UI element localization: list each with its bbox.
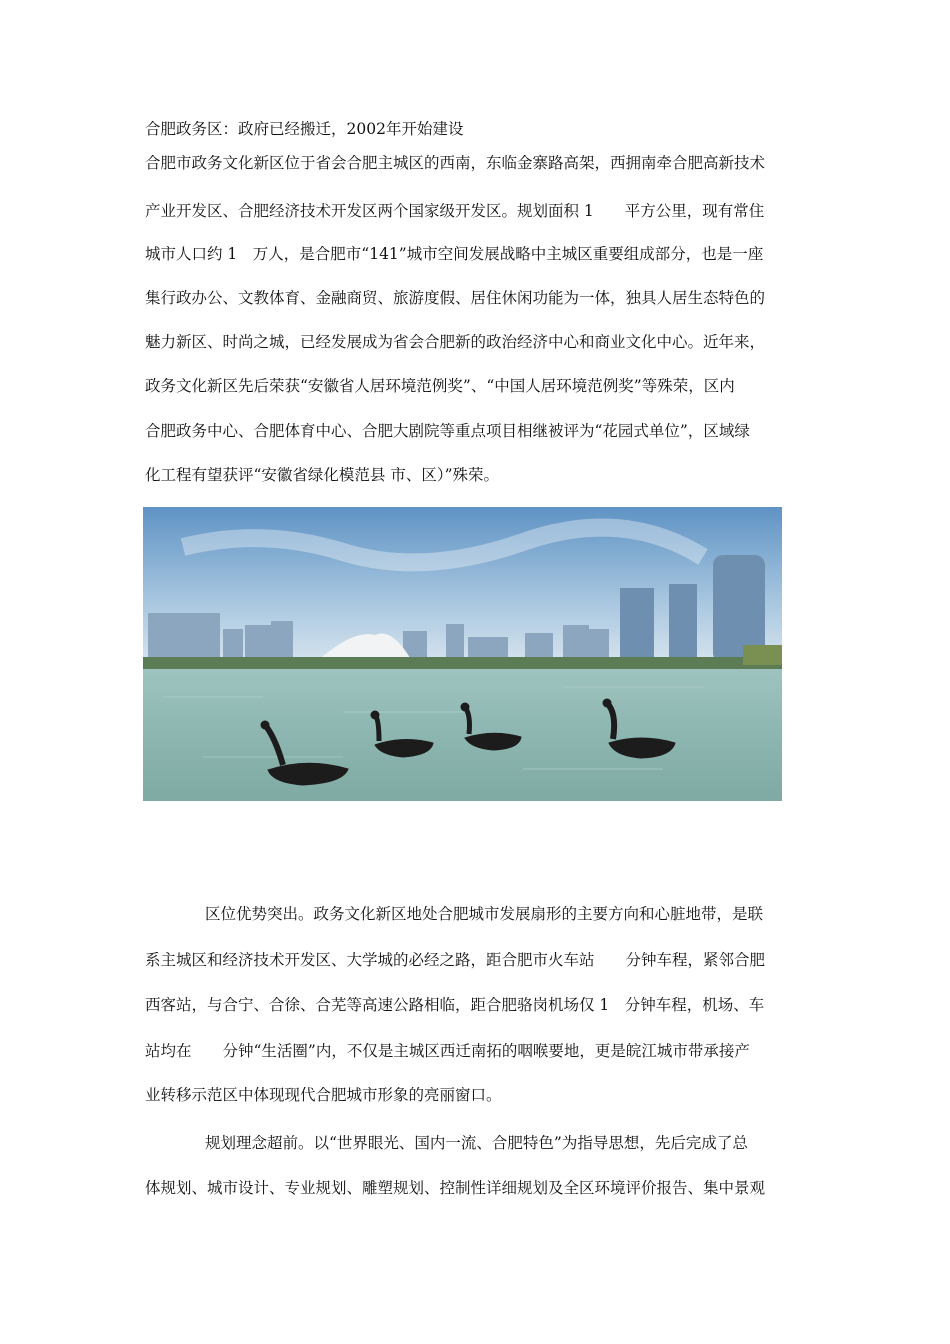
paragraph-line: 站均在 分钟“生活圈”内，不仅是主城区西迁南拓的咽喉要地，更是皖江城市带承接产 — [145, 1042, 750, 1060]
paragraph-line: 系主城区和经济技术开发区、大学城的必经之路，距合肥市火车站 分钟车程，紧邻合肥 — [145, 951, 766, 969]
paragraph-line: 政务文化新区先后荣获“安徽省人居环境范例奖”、“中国人居环境范例奖”等殊荣，区内 — [145, 377, 735, 395]
lake-skyline-photo — [143, 507, 782, 801]
paragraph-line: 化工程有望获评“安徽省绿化模范县 市、区）”殊荣。 — [145, 466, 500, 484]
section-heading: 合肥政务区：政府已经搬迁，2002年开始建设 — [145, 120, 464, 138]
paragraph-line: 合肥市政务文化新区位于省会合肥主城区的西南，东临金寨路高架，西拥南牵合肥高新技术 — [145, 154, 766, 172]
paragraph-line: 城市人口约 1 万人，是合肥市“141”城市空间发展战略中主城区重要组成部分，也是一座 — [145, 245, 764, 263]
paragraph-line: 西客站，与合宁、合徐、合芜等高速公路相临，距合肥骆岗机场仅 1 分钟车程，机场、车 — [145, 996, 765, 1014]
paragraph-line: 业转移示范区中体现现代合肥城市形象的亮丽窗口。 — [145, 1086, 502, 1104]
black-swans-illustration — [143, 507, 782, 801]
paragraph-line: 魅力新区、时尚之城，已经发展成为省会合肥新的政治经济中心和商业文化中心。近年来， — [145, 333, 766, 351]
paragraph-line: 集行政办公、文教体育、金融商贸、旅游度假、居住休闲功能为一体，独具人居生态特色的 — [145, 289, 766, 307]
paragraph-line: 合肥政务中心、合肥体育中心、合肥大剧院等重点项目相继被评为“花园式单位”，区域绿 — [145, 422, 750, 440]
paragraph-line: 体规划、城市设计、专业规划、雕塑规划、控制性详细规划及全区环境评价报告、集中景观 — [145, 1179, 766, 1197]
paragraph-line: 规划理念超前。以“世界眼光、国内一流、合肥特色”为指导思想，先后完成了总 — [205, 1134, 748, 1152]
paragraph-line: 产业开发区、合肥经济技术开发区两个国家级开发区。规划面积 1 平方公里，现有常住 — [145, 202, 765, 220]
paragraph-line: 区位优势突出。政务文化新区地处合肥城市发展扇形的主要方向和心脏地带，是联 — [205, 905, 764, 923]
